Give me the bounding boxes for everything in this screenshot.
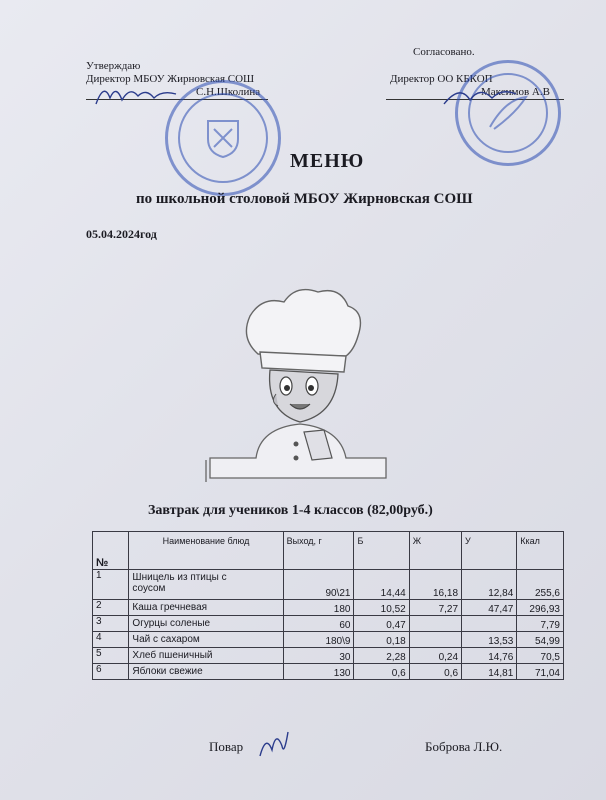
dish-output: 30 — [283, 648, 354, 664]
table-row — [93, 632, 564, 648]
school-stamp-seal — [165, 80, 281, 196]
dish-fat: 0,24 — [409, 648, 461, 664]
column-header-dish: Наименование блюд — [129, 532, 283, 570]
dish-carbs — [462, 616, 517, 632]
agreed-label: Согласовано. — [413, 46, 475, 58]
dish-protein: 2,28 — [354, 648, 409, 664]
dish-name-line: Шницель из птицы с — [132, 572, 227, 583]
cook-signature — [256, 726, 290, 762]
dish-output: 90\21 — [283, 570, 354, 600]
column-header-carbs: У — [462, 532, 517, 570]
dish-kcal: 255,6 — [517, 570, 564, 600]
table-row — [93, 664, 564, 680]
dish-fat — [409, 632, 461, 648]
dish-output: 130 — [283, 664, 354, 680]
row-number: 5 — [93, 648, 129, 664]
dish-kcal: 71,04 — [517, 664, 564, 680]
organization-stamp-seal — [455, 60, 561, 166]
row-number: 4 — [93, 632, 129, 648]
approve-position: Директор МБОУ Жирновская СОШ — [86, 73, 255, 85]
approve-label: Утверждаю — [86, 60, 141, 72]
dish-fat: 16,18 — [409, 570, 461, 600]
dish-kcal: 7,79 — [517, 616, 564, 632]
dish-fat: 0,6 — [409, 664, 461, 680]
row-number: 3 — [93, 616, 129, 632]
table-row — [93, 616, 564, 632]
row-number: 2 — [93, 600, 129, 616]
dish-kcal: 54,99 — [517, 632, 564, 648]
row-number: 6 — [93, 664, 129, 680]
column-header-protein: Б — [354, 532, 409, 570]
dish-output: 180 — [283, 600, 354, 616]
table-header-row — [93, 532, 564, 570]
director-signature — [92, 76, 182, 110]
dish-fat — [409, 616, 461, 632]
dish-name: Огурцы соленые — [129, 616, 283, 632]
page-title: МЕНЮ — [290, 150, 365, 172]
dish-fat: 7,27 — [409, 600, 461, 616]
dish-protein: 14,44 — [354, 570, 409, 600]
agreed-signature — [440, 80, 520, 110]
table-row — [93, 570, 564, 600]
dish-protein: 0,18 — [354, 632, 409, 648]
dish-carbs: 14,81 — [462, 664, 517, 680]
column-header-output: Выход, г — [283, 532, 354, 570]
agreed-position: Директор ОО КБКОП — [390, 73, 493, 85]
page-subtitle: по школьной столовой МБОУ Жирновская СОШ — [136, 191, 473, 207]
row-number: 1 — [93, 570, 129, 600]
column-header-number: № — [93, 532, 129, 570]
dish-name: Хлеб пшеничный — [129, 648, 283, 664]
meal-heading: Завтрак для учеников 1-4 классов (82,00руб.) — [148, 503, 433, 518]
coat-of-arms-icon — [204, 117, 242, 159]
table-row — [93, 600, 564, 616]
dish-protein: 10,52 — [354, 600, 409, 616]
dish-name: Чай с сахаром — [129, 632, 283, 648]
menu-date: 05.04.2024год — [86, 227, 157, 241]
dish-name: Яблоки свежие — [129, 664, 283, 680]
dish-name: Каша гречневая — [129, 600, 283, 616]
column-header-kcal: Ккал — [517, 532, 564, 570]
dish-carbs: 13,53 — [462, 632, 517, 648]
chef-illustration — [200, 282, 400, 482]
cook-label: Повар — [209, 739, 244, 754]
cook-name: Боброва Л.Ю. — [425, 739, 503, 754]
dish-output: 60 — [283, 616, 354, 632]
dish-name — [129, 570, 283, 600]
dish-name-line: соусом — [132, 583, 166, 594]
agreed-name: Максимов А.В — [481, 86, 550, 98]
approve-name: С.Н.Школина — [196, 86, 261, 98]
column-header-fat: Ж — [409, 532, 461, 570]
dish-carbs: 14,76 — [462, 648, 517, 664]
dish-kcal: 296,93 — [517, 600, 564, 616]
menu-table — [92, 531, 564, 680]
dish-output: 180\9 — [283, 632, 354, 648]
dish-carbs: 12,84 — [462, 570, 517, 600]
table-row — [93, 648, 564, 664]
dish-kcal: 70,5 — [517, 648, 564, 664]
dish-protein: 0,47 — [354, 616, 409, 632]
dish-protein: 0,6 — [354, 664, 409, 680]
dish-carbs: 47,47 — [462, 600, 517, 616]
